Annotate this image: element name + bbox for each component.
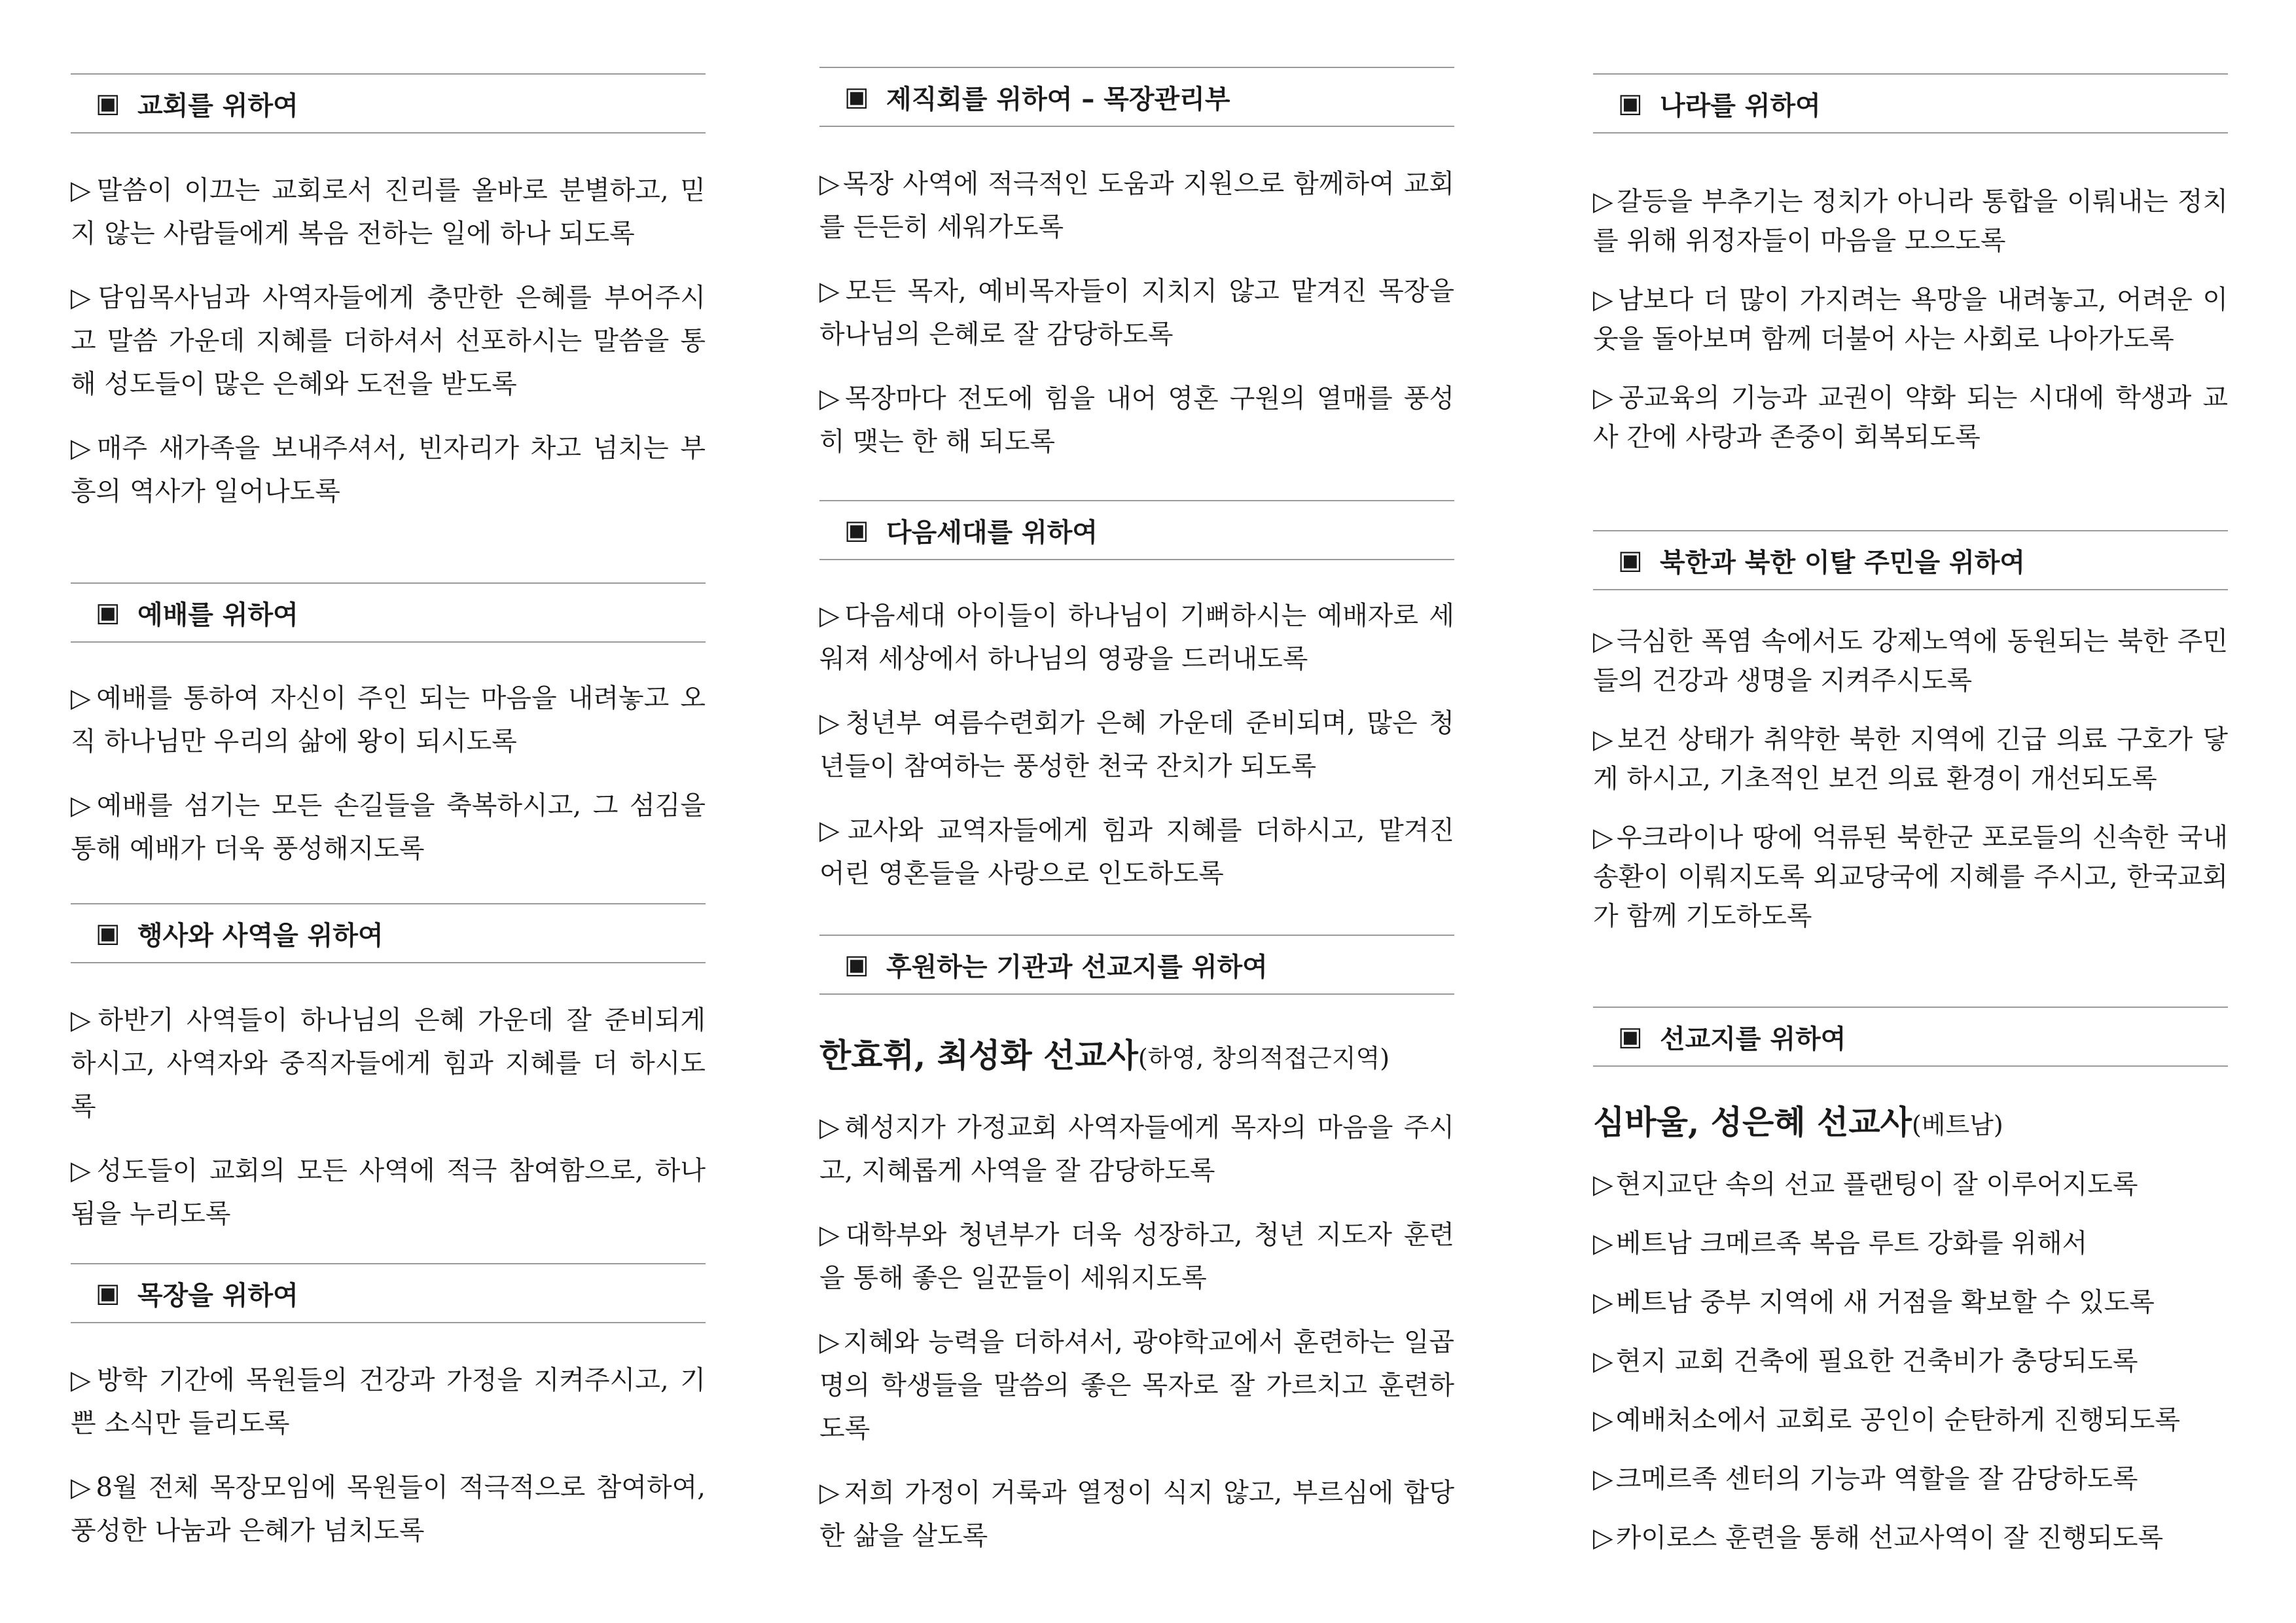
- bullet-triangle-icon: ▷: [819, 169, 841, 199]
- section-items-next-generation: [819, 594, 1454, 895]
- section-header-mission-field: [1593, 1007, 2228, 1067]
- bullet-triangle-icon: ▷: [1593, 1169, 1613, 1200]
- bullet-triangle-icon: ▷: [71, 433, 94, 463]
- prayer-item: ▷ 저희 가정이 거룩과 열정이 식지 않고, 부르심에 합당한 삶을 살도록: [819, 1478, 1454, 1551]
- bullet-triangle-icon: ▷: [1593, 1228, 1613, 1258]
- missionary-name: [1593, 1099, 2228, 1148]
- section-header-worship: [71, 582, 706, 643]
- prayer-item: ▷ 담임목사님과 사역자들에게 충만한 은혜를 부어주시고 말씀 가운데 지혜를 더하셔서 선포하시는 말씀을 통해 성도들이 많은 은혜와 도전을 받도록: [71, 283, 706, 399]
- prayer-item: ▷ 방학 기간에 목원들의 건강과 가정을 지켜주시고, 기쁜 소식만 들리도록: [71, 1365, 706, 1438]
- bullet-triangle-icon: ▷: [819, 276, 843, 306]
- bullet-triangle-icon: ▷: [1593, 1523, 1613, 1553]
- missionary-names: 한효휘, 최성화 선교사: [819, 1036, 1138, 1075]
- prayer-item: ▷ 성도들이 교회의 모든 사역에 적극 참여함으로, 하나됨을 누리도록: [71, 1156, 706, 1229]
- prayer-item: ▷ 공교육의 기능과 교권이 약화 되는 시대에 학생과 교사 간에 사랑과 존중이 회복되도록: [1593, 383, 2228, 452]
- prayer-item: ▷ 지혜와 능력을 더하셔서, 광야학교에서 훈련하는 일곱 명의 학생들을 말씀의 좋은 목자로 잘 가르치고 훈련하도록: [819, 1327, 1455, 1444]
- section-items-nation: [1593, 182, 2228, 457]
- section-title: 다음세대를 위하여: [886, 517, 1098, 548]
- prayer-item: ▷ 목장마다 전도에 힘을 내어 영혼 구원의 열매를 풍성히 맺는 한 해 되도록: [819, 383, 1454, 457]
- bullet-triangle-icon: ▷: [1593, 1346, 1613, 1376]
- bullet-triangle-icon: ▷: [819, 383, 843, 414]
- bullet-triangle-icon: ▷: [71, 1005, 96, 1035]
- bullet-triangle-icon: ▷: [1593, 626, 1615, 656]
- missionary-names: 심바울, 성은혜 선교사: [1593, 1103, 1912, 1141]
- section-title: 제직회를 위하여 – 목장관리부: [886, 84, 1230, 115]
- bullet-triangle-icon: ▷: [819, 1220, 843, 1250]
- prayer-item: ▷ 예배를 통하여 자신이 주인 되는 마음을 내려놓고 오직 하나님만 우리의 삶에 왕이 되시도록: [71, 683, 706, 757]
- prayer-item: ▷ 현지 교회 건축에 필요한 건축비가 충당되도록: [1593, 1346, 2138, 1376]
- prayer-item: ▷ 대학부와 청년부가 더욱 성장하고, 청년 지도자 훈련을 통해 좋은 일꾼들이 세워지도록: [819, 1220, 1454, 1293]
- bullet-triangle-icon: ▷: [71, 683, 94, 713]
- prayer-item: ▷ 하반기 사역들이 하나님의 은혜 가운데 잘 준비되게 하시고, 사역자와 중직자들에게 힘과 지혜를 더 하시도록: [71, 1005, 706, 1122]
- prayer-item: ▷ 다음세대 아이들이 하나님이 기뻐하시는 예배자로 세워져 세상에서 하나님의 영광을 드러내도록: [819, 601, 1454, 674]
- bullet-triangle-icon: ▷: [71, 283, 96, 313]
- section-marker-icon: ▣: [844, 82, 869, 112]
- bullet-triangle-icon: ▷: [71, 1365, 94, 1395]
- section-title: 나라를 위하여: [1660, 90, 1821, 121]
- section-title: 후원하는 기관과 선교지를 위하여: [886, 952, 1268, 982]
- section-header-nation: [1593, 73, 2228, 134]
- section-items-north-korea: [1593, 622, 2228, 936]
- section-marker-icon: ▣: [96, 1278, 120, 1308]
- prayer-item: ▷ 예배처소에서 교회로 공인이 순탄하게 진행되도록: [1593, 1405, 2181, 1435]
- section-title: 예배를 위하여: [137, 599, 298, 630]
- prayer-item: ▷ 모든 목자, 예비목자들이 지치지 않고 맡겨진 목장을 하나님의 은혜로 잘 감당하도록: [819, 276, 1454, 349]
- section-header-supported-missions: [819, 935, 1454, 995]
- prayer-item: ▷ 크메르족 센터의 기능과 역할을 잘 감당하도록: [1593, 1464, 2138, 1494]
- bullet-triangle-icon: ▷: [71, 791, 94, 821]
- section-title: 목장을 위하여: [137, 1280, 298, 1311]
- bullet-triangle-icon: ▷: [819, 601, 842, 631]
- bullet-triangle-icon: ▷: [71, 1472, 94, 1503]
- bullet-triangle-icon: ▷: [1593, 1464, 1613, 1494]
- prayer-item: ▷ 청년부 여름수련회가 은혜 가운데 준비되며, 많은 청년들이 참여하는 풍성한 천국 잔치가 되도록: [819, 708, 1454, 781]
- section-header-north-korea: [1593, 530, 2228, 590]
- section-items-cellgroup: [71, 1359, 706, 1552]
- section-items-deacons: [819, 162, 1454, 463]
- bullet-triangle-icon: ▷: [1593, 823, 1615, 853]
- section-header-cellgroup: [71, 1263, 706, 1323]
- missionary-region: (베트남): [1911, 1111, 2003, 1139]
- bullet-triangle-icon: ▷: [819, 1478, 842, 1508]
- section-items-church: [71, 169, 706, 513]
- section-marker-icon: ▣: [844, 515, 869, 545]
- prayer-item: ▷ 갈등을 부추기는 정치가 아니라 통합을 이뤄내는 정치를 위해 위정자들이 마음을 모으도록: [1593, 187, 2228, 256]
- section-marker-icon: ▣: [96, 88, 120, 118]
- bullet-triangle-icon: ▷: [1593, 187, 1615, 217]
- section-items-events: [71, 999, 706, 1236]
- section-header-deacons: [819, 67, 1454, 127]
- prayer-item: ▷ 우크라이나 땅에 억류된 북한군 포로들의 신속한 국내 송환이 이뤄지도록 외교당국에 지혜를 주시고, 한국교회가 함께 기도하도록: [1593, 823, 2228, 931]
- bullet-triangle-icon: ▷: [1593, 724, 1615, 755]
- bullet-triangle-icon: ▷: [1593, 1287, 1613, 1317]
- prayer-item: ▷ 카이로스 훈련을 통해 선교사역이 잘 진행되도록: [1593, 1523, 2164, 1553]
- prayer-item: ▷ 보건 상태가 취약한 북한 지역에 긴급 의료 구호가 닿게 하시고, 기초적인 보건 의료 환경이 개선되도록: [1593, 724, 2228, 794]
- section-items-worship: [71, 677, 706, 870]
- bullet-triangle-icon: ▷: [1593, 383, 1617, 413]
- prayer-item: ▷ 남보다 더 많이 가지려는 욕망을 내려놓고, 어려운 이웃을 돌아보며 함께 더불어 사는 사회로 나아가도록: [1593, 285, 2228, 354]
- prayer-item: ▷ 베트남 크메르족 복음 루트 강화를 위해서: [1593, 1228, 2088, 1258]
- prayer-item: ▷ 혜성지가 가정교회 사역자들에게 목자의 마음을 주시고, 지혜롭게 사역을 잘 감당하도록: [819, 1113, 1454, 1186]
- prayer-item: ▷ 예배를 섬기는 모든 손길들을 축복하시고, 그 섬김을 통해 예배가 더욱 풍성해지도록: [71, 791, 706, 864]
- prayer-item: ▷ 베트남 중부 지역에 새 거점을 확보할 수 있도록: [1593, 1287, 2155, 1317]
- section-marker-icon: ▣: [1618, 545, 1643, 575]
- bullet-triangle-icon: ▷: [819, 708, 843, 738]
- prayer-item: ▷ 매주 새가족을 보내주셔서, 빈자리가 차고 넘치는 부흥의 역사가 일어나도록: [71, 433, 706, 507]
- bullet-triangle-icon: ▷: [819, 1113, 842, 1143]
- prayer-item: ▷ 교사와 교역자들에게 힘과 지혜를 더하시고, 맡겨진 어린 영혼들을 사랑으로 인도하도록: [819, 815, 1454, 889]
- prayer-item: ▷ 현지교단 속의 선교 플랜팅이 잘 이루어지도록: [1593, 1169, 2138, 1200]
- section-header-church: [71, 73, 706, 134]
- section-marker-icon: ▣: [844, 950, 869, 980]
- section-items-mission-field: [1593, 1165, 2228, 1558]
- section-marker-icon: ▣: [1618, 88, 1643, 118]
- prayer-item: ▷ 목장 사역에 적극적인 도움과 지원으로 함께하여 교회를 든든히 세워가도록: [819, 169, 1454, 242]
- section-header-events: [71, 903, 706, 963]
- section-title: 행사와 사역을 위하여: [137, 920, 384, 951]
- bullet-triangle-icon: ▷: [1593, 285, 1615, 315]
- bullet-triangle-icon: ▷: [71, 175, 94, 205]
- section-items-supported-missions: [819, 1106, 1454, 1558]
- bullet-triangle-icon: ▷: [71, 1156, 94, 1186]
- section-marker-icon: ▣: [96, 918, 120, 948]
- section-header-next-generation: [819, 500, 1454, 560]
- prayer-item: ▷ 극심한 폭염 속에서도 강제노역에 동원되는 북한 주민들의 건강과 생명을 지켜주시도록: [1593, 626, 2228, 696]
- bullet-triangle-icon: ▷: [1593, 1405, 1613, 1435]
- section-title: 교회를 위하여: [137, 90, 298, 121]
- prayer-item: ▷ 말씀이 이끄는 교회로서 진리를 올바로 분별하고, 믿지 않는 사람들에게 복음 전하는 일에 하나 되도록: [71, 175, 706, 249]
- section-marker-icon: ▣: [1618, 1022, 1643, 1052]
- prayer-item: ▷ 8월 전체 목장모임에 목원들이 적극적으로 참여하여, 풍성한 나눔과 은혜가 넘치도록: [71, 1472, 706, 1546]
- missionary-name: [819, 1033, 1454, 1081]
- missionary-region: (하영, 창의적접근지역): [1138, 1044, 1390, 1073]
- bullet-triangle-icon: ▷: [819, 815, 845, 846]
- section-title: 선교지를 위하여: [1660, 1024, 1846, 1054]
- section-title: 북한과 북한 이탈 주민을 위하여: [1660, 547, 2026, 578]
- section-marker-icon: ▣: [96, 597, 120, 628]
- bullet-triangle-icon: ▷: [819, 1327, 841, 1357]
